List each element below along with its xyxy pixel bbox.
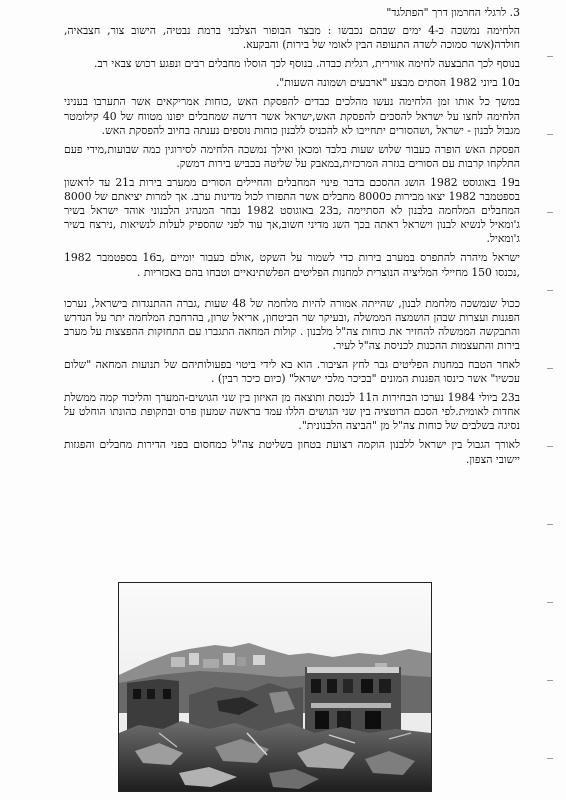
paragraph: ב23 ביולי 1984 נערכו הבחירות ה11 לכנסת ותוצאה מן האיזון בין שני הגושים-המערך והליכוד קמה ממשלת אחדות לאומית.לפי הסכם הרוטציה בין שני הגושים הללו עמד בראשה שמעון פרס ובתקופת כהונתו הוחלט על נסיגה בשלבים של כוחות צה"ל מן "הביצה הלבנונית". [64, 391, 521, 433]
paragraph: במשך כל אותו זמן הלחימה נעשו מהלכים כבדים להפסקת האש ,כוחות אמריקאים אשר התערבו בעניני הלחימה לחצו על ישראל להסכים להפסקת האש,ישראל אשר דרשה שמחבלים יפונו מטווח של 40 קילומטר מגבול לבנון - ישראל ,ושהסורים יתחייבו לא להכניס ללבנון כוחות נוספים נענתה בחיוב להפסקת האש. [64, 95, 520, 137]
paragraph: הפסקת האש הופרה כעבור שלוש שעות בלבד ומכאן ואילך נמשכה הלחימה לסירוגין כמה שבועות,מידי פעם התלקחו קרבות עם הסורים בגזרה המרכזית,במאבק על שליטה בכביש בירות דמשק. [64, 142, 520, 170]
scan-mark [547, 290, 553, 291]
paragraph: הלחימה נמשכה כ-4 ימים שבהם נכבשו : מבצר הבופור הצלבני ברמת נבטיה, הישוב צור, חצבאיה, חולדה(אשר סמוכה לשדה התעופה הבין לאומי של בירות) והבקעא. [64, 24, 520, 52]
paragraph: ככול שנמשכה מלחמת לבנון, שהייתה אמורה להיות מלחמה של 48 שעות ,גברה ההתנגדות בישראל, נערכו הפגנות ועצרות שבהן הושמצה הממשלה ,ובעיקר שר הביטחון, אריאל שרון, בהרחבת המלחמה יתר על הנדרש והתבקשה הממשלה להחזיר את כוחות צה"ל מלבנון . קולות המחאה התגברו עם התחזקות ההפצצות על מערב בירות והתעצמות ההכנות לכניסת צה"ל לעיר. [64, 296, 520, 352]
scan-mark [547, 446, 553, 447]
scan-mark [547, 758, 553, 759]
paragraph: לאורך הגבול בין ישראל ללבנון הוקמה רצועת בטחון בשליטת צה"ל כמחסום בפני הדירות מחבלים והפגזות יישובי הצפון. [64, 438, 520, 466]
document-body [64, 6, 520, 472]
scan-mark [547, 212, 553, 213]
paragraph: ב19 באוגוסט 1982 הושג ההסכם בדבר פינוי המחבלים והחיילים הסורים ממערב בירות ב21 עד לראשון בספטמבר 1982 יצאו מבירות כ8000 מחבלים אשר התפזרו לכול מדינות ערב. אך למרות יציאתם של 8000 המחבלים המלחמה בלבנון לא הסתיימה ,ב23 באוגוסט 1982 נבחר המנהיג הלבנוני אוהד ישראל בשיר ג'ומאיל לנשיא לבנון וישראל ראתה בכך השג מדיני חשוב,אך עוד לפני שהספיק לעלות לנשיאות ,נירצח בשיר ג'ומאיל. [64, 175, 520, 246]
war-ruins-photo [118, 582, 432, 792]
photo-illustration [119, 583, 431, 791]
scan-mark [547, 56, 553, 57]
scan-mark [547, 524, 553, 525]
paragraph: בנוסף לכך התבצעה לחימה אווירית, רגלית כבדה. בנוסף לכך הוסלו מחבלים רבים ונפגע רכוש צבאי רב. [94, 57, 520, 71]
scan-mark [547, 680, 553, 681]
paragraph: ישראל מיהרה להתפרס במערב בירות כדי לשמור על השקט ,אולם כעבור יומיים ,ב16 בספטמבר 1982 ,נכנסו 150 מחיילי המליציה הנוצרית למחנות הפליטים הפלשתינאיים וטבחו בהם באכזריות . [64, 251, 520, 279]
scan-mark [547, 134, 553, 135]
scan-mark [547, 602, 553, 603]
section-heading: 3. לרגלי החרמון דרך "הפתלגד" [386, 6, 520, 19]
scan-mark [547, 368, 553, 369]
paragraph: לאחר הטבח במחנות הפליטים גבר לחץ הציבור. הוא בא לידי ביטוי בפעולותיהם של תנועות המחאה "שלום עכשיו" אשר כינסו הפגנות המונים "בכיכר מלכי ישראל" (כיום כיכר רבין) . [64, 357, 520, 386]
paragraph-gap [64, 285, 520, 297]
paragraph: ב10 ביוני 1982 הסתים מבצע "ארבעים ושמונה השעות". [275, 76, 520, 90]
